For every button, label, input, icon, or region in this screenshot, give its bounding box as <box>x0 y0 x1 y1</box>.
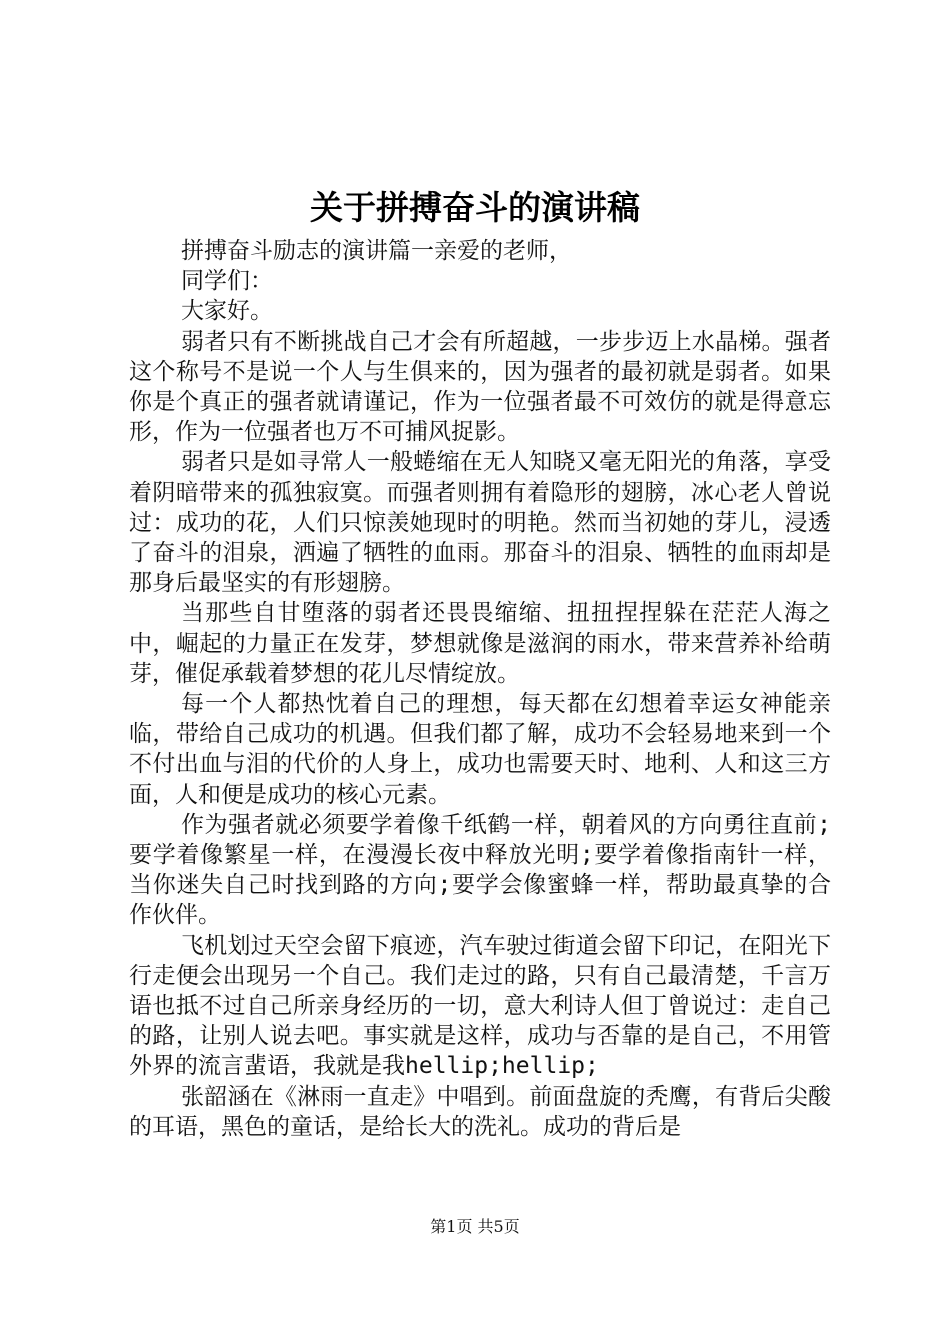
paragraph: 大家好。 <box>181 298 273 325</box>
paragraph: 每一个人都热忱着自己的理想，每天都在幻想着幸运女神能亲临，带给自己成功的机遇。但我们都了解，成功不会轻易地来到一个不付出血与泪的代价的人身上，成功也需要天时、地利、人和这三方面，人和便是成功的核心元素。 <box>129 691 831 808</box>
paragraph: 弱者只有不断挑战自己才会有所超越，一步步迈上水晶梯。强者这个称号不是说一个人与生俱来的，因为强者的最初就是弱者。如果你是个真正的强者就请谨记，作为一位强者最不可效仿的就是得意忘形，作为一位强者也万不可捕风捉影。 <box>129 328 831 446</box>
page-footer: 第1页 共5页 <box>430 1217 520 1236</box>
paragraph: 张韶涵在《淋雨一直走》中唱到。前面盘旋的秃鹰，有背后尖酸的耳语，黑色的童话，是给长大的洗礼。成功的背后是 <box>129 1083 831 1140</box>
document-body <box>129 236 831 1142</box>
paragraph: 拼搏奋斗励志的演讲篇一亲爱的老师， <box>181 238 572 264</box>
paragraph: 当那些自甘堕落的弱者还畏畏缩缩、扭扭捏捏躲在茫茫人海之中，崛起的力量正在发芽，梦想就像是滋润的雨水，带来营养补给萌芽，催促承载着梦想的花儿尽情绽放。 <box>129 600 831 687</box>
paragraph: 作为强者就必须要学着像千纸鹤一样，朝着风的方向勇往直前;要学着像繁星一样，在漫漫长夜中释放光明;要学着像指南针一样，当你迷失自己时找到路的方向;要学会像蜜蜂一样，帮助最真挚的合作伙伴。 <box>129 811 831 929</box>
paragraph: 同学们： <box>181 268 273 295</box>
paragraph: 飞机划过天空会留下痕迹，汽车驶过街道会留下印记，在阳光下行走便会出现另一个自己。我们走过的路，只有自己最清楚，千言万语也抵不过自己所亲身经历的一切，意大利诗人但丁曾说过：走自己的路，让别人说去吧。事实就是这样，成功与否靠的是自己，不用管外界的流言蜚语，我就是我hellip;hellip; <box>129 932 831 1080</box>
document-title: 关于拼搏奋斗的演讲稿 <box>310 188 640 227</box>
paragraph: 弱者只是如寻常人一般蜷缩在无人知晓又毫无阳光的角落，享受着阴暗带来的孤独寂寞。而强者则拥有着隐形的翅膀，冰心老人曾说过：成功的花，人们只惊羡她现时的明艳。然而当初她的芽儿，浸透了奋斗的泪泉，洒遍了牺牲的血雨。那奋斗的泪泉、牺牲的血雨却是那身后最坚实的有形翅膀。 <box>129 449 831 597</box>
